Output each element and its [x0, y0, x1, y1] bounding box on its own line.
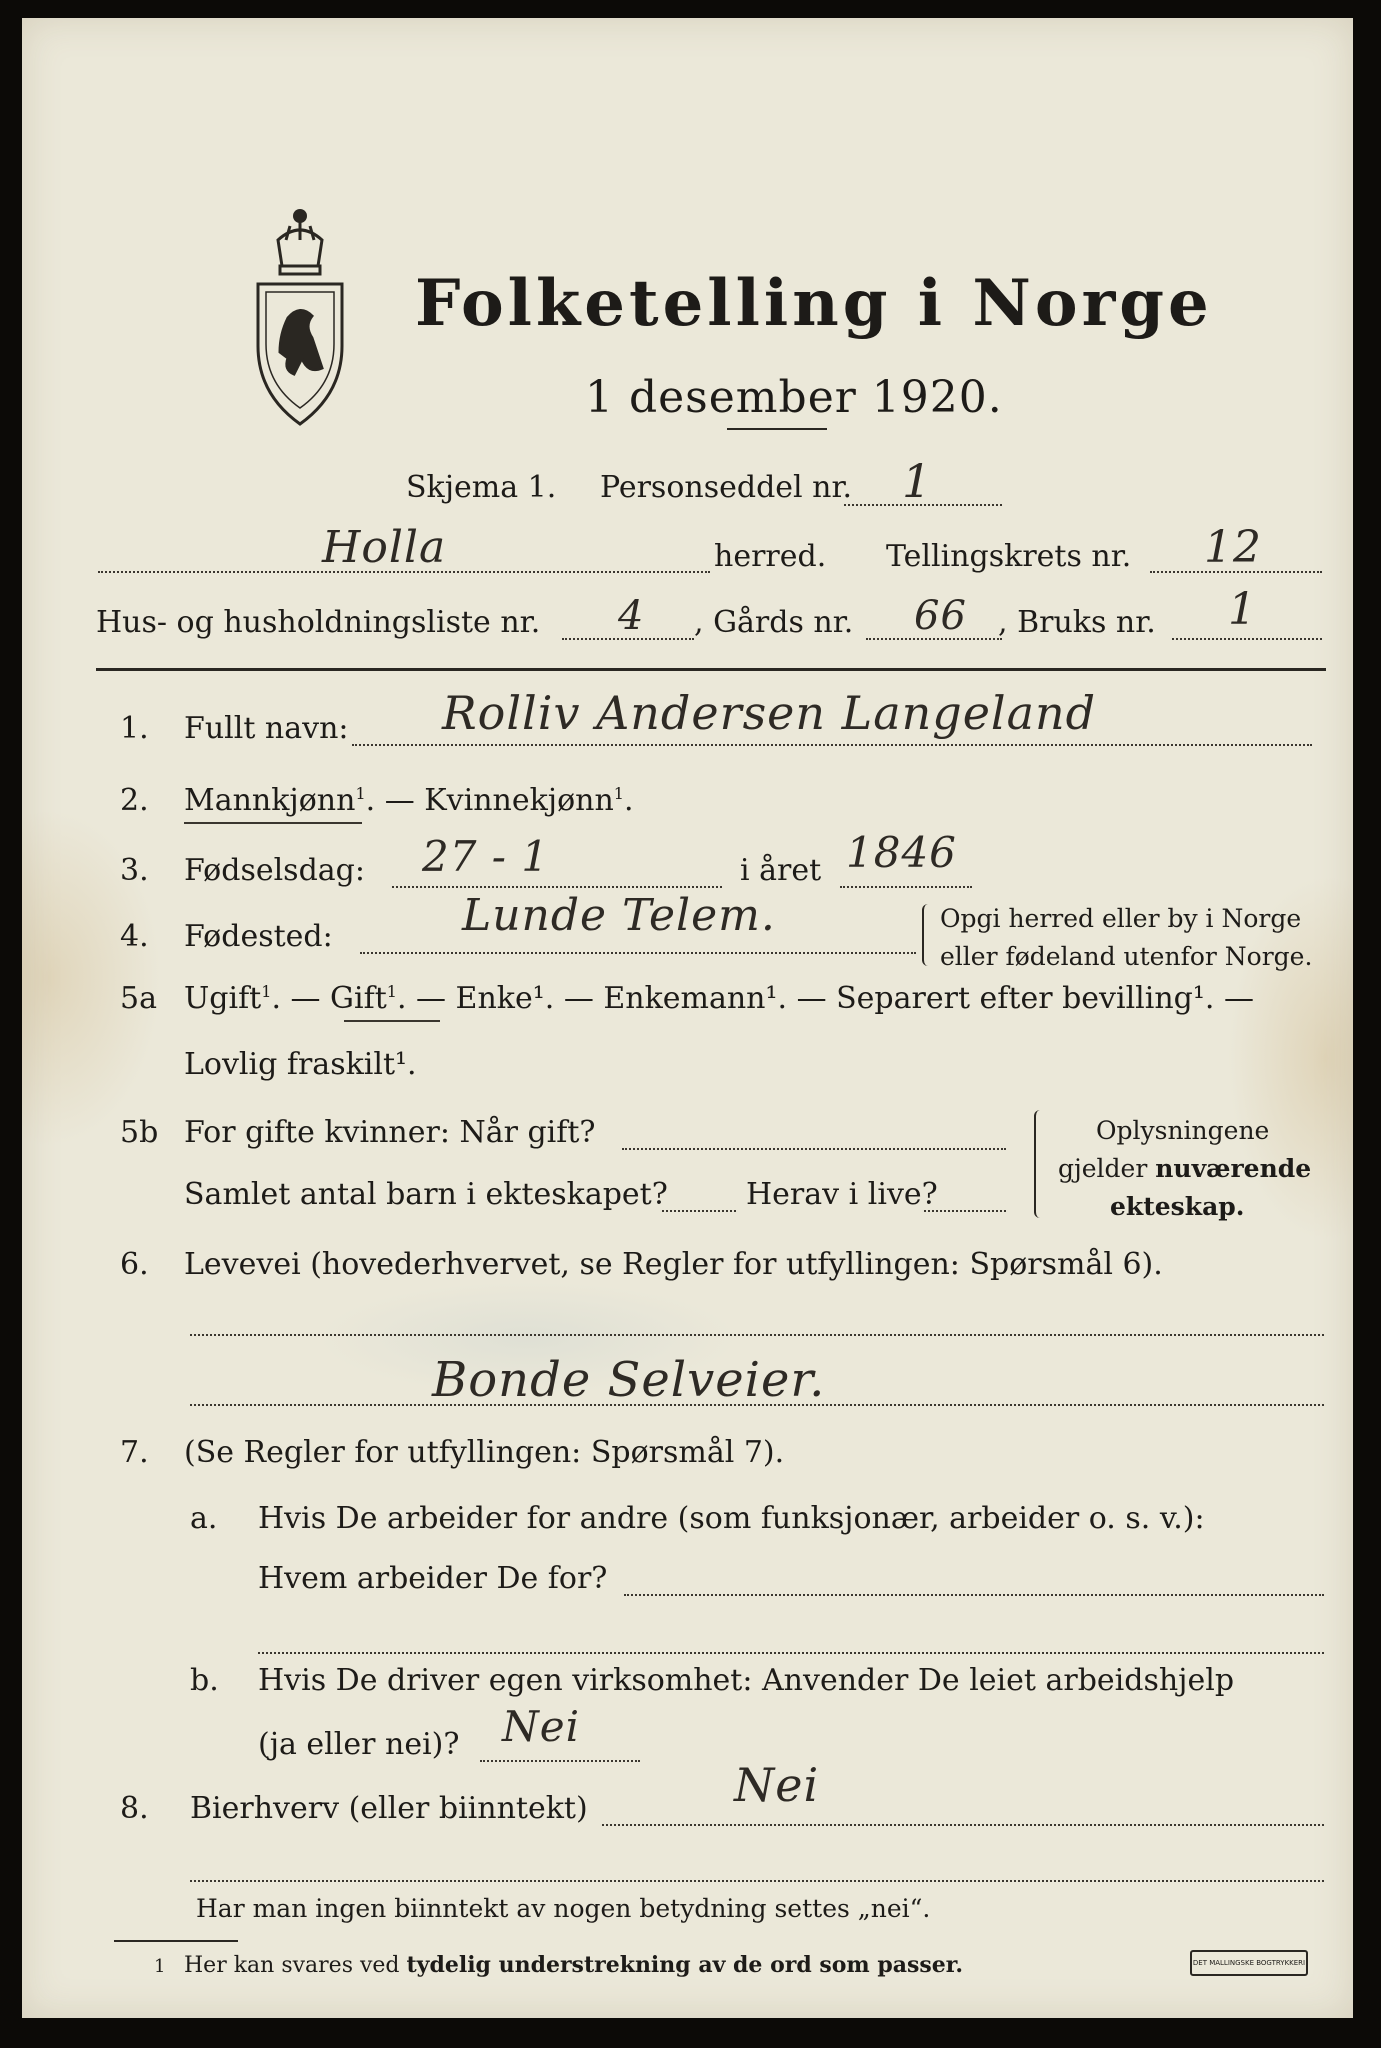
- herred-value: Holla: [322, 522, 447, 573]
- q8-line: [602, 1824, 1324, 1826]
- gards-label: , Gårds nr.: [694, 605, 854, 640]
- personseddel-label: Personseddel nr.: [600, 470, 853, 505]
- printer-stamp: [1190, 1950, 1308, 1976]
- title-divider: [727, 428, 827, 430]
- q4-note-brace: [922, 904, 934, 966]
- q5a-rest: . — Enke¹. — Enkemann¹. — Separert efter bevilling¹. —: [396, 981, 1254, 1016]
- husliste-label: Hus- og husholdningsliste nr.: [96, 605, 541, 640]
- q6-label: Levevei (hovederhvervet, se Regler for utfyllingen: Spørsmål 6).: [184, 1247, 1163, 1282]
- q7b-line: [480, 1760, 640, 1762]
- q8-value: Nei: [734, 1758, 820, 1812]
- q1-number: 1.: [120, 711, 149, 746]
- q2-number: 2.: [120, 783, 149, 818]
- q4-label: Fødested:: [184, 919, 333, 954]
- q2-sex-options: Mannkjønn$^1$. — Kvinnekjønn$^1$.: [184, 783, 634, 818]
- q5b-line1: For gifte kvinner: Når gift?: [184, 1115, 596, 1150]
- q7a-letter: a.: [190, 1501, 218, 1536]
- tellingskrets-label: Tellingskrets nr.: [886, 539, 1132, 574]
- gift-underline: [344, 1020, 440, 1022]
- q1-label: Fullt navn:: [184, 711, 349, 746]
- q7-label: (Se Regler for utfyllingen: Spørsmål 7).: [184, 1435, 785, 1470]
- form-title: Folketelling i Norge: [415, 266, 1213, 341]
- q5b-married-line: [622, 1148, 1006, 1150]
- census-form: [22, 18, 1353, 2018]
- bruks-line: [1172, 638, 1322, 640]
- q6-line1: [190, 1334, 1324, 1336]
- skjema-label: Skjema 1.: [406, 470, 557, 505]
- q7a-line: [624, 1594, 1324, 1596]
- husliste-value: 4: [618, 593, 645, 639]
- personseddel-value: 1: [902, 454, 933, 508]
- bruks-value: 1: [1228, 584, 1257, 635]
- q3-label: Fødselsdag:: [184, 853, 365, 888]
- q1-line: [352, 744, 1312, 746]
- q8-number: 8.: [120, 1791, 149, 1826]
- form-date: 1 desember 1920.: [585, 372, 1003, 423]
- q4-value: Lunde Telem.: [462, 890, 776, 941]
- q5b-number: 5b: [120, 1115, 159, 1150]
- q7a-line2: Hvem arbeider De for?: [258, 1561, 608, 1596]
- q5a-line2: Lovlig fraskilt¹.: [184, 1047, 417, 1082]
- q7a-line1: Hvis De arbeider for andre (som funksjonær, arbeider o. s. v.):: [258, 1501, 1205, 1536]
- q5b-note-brace: [1034, 1110, 1046, 1218]
- q5b-alive-line: [924, 1210, 1006, 1212]
- q7b-letter: b.: [190, 1663, 219, 1698]
- q5b-note-line2: gjelder nuværende: [1058, 1154, 1312, 1183]
- q3-year-value: 1846: [846, 828, 957, 877]
- q5b-note-line1: Oplysningene: [1096, 1116, 1270, 1145]
- q3-number: 3.: [120, 853, 149, 888]
- footnote-mark: 1: [154, 1956, 166, 1977]
- footnote-text: Her kan svares ved tydelig understrekning av de ord som passer.: [184, 1952, 964, 1978]
- option-gift: Gift: [330, 981, 387, 1016]
- q7b-value: Nei: [502, 1702, 581, 1751]
- q5b-children-label: Samlet antal barn i ekteskapet?: [184, 1177, 668, 1212]
- q6-value: Bonde Selveier.: [432, 1352, 826, 1408]
- bruks-label: , Bruks nr.: [998, 605, 1156, 640]
- option-ugift: Ugift: [184, 981, 262, 1016]
- herred-label: herred.: [714, 539, 827, 574]
- footnote-divider: [114, 1940, 238, 1942]
- q7b-line2: (ja eller nei)?: [258, 1727, 460, 1762]
- q4-note-line2: eller fødeland utenfor Norge.: [940, 942, 1313, 971]
- printer-stamp-text: DET MALLINGSKE BOGTRYKKERI: [1192, 1959, 1306, 1967]
- q5a-number: 5a: [120, 981, 157, 1016]
- tellingskrets-value: 12: [1204, 522, 1262, 573]
- q3-value: 27 - 1: [422, 832, 550, 881]
- q8-label: Bierhverv (eller biinntekt): [190, 1791, 588, 1826]
- q7b-line1: Hvis De driver egen virksomhet: Anvender De leiet arbeidshjelp: [258, 1663, 1235, 1698]
- q4-line: [360, 952, 916, 954]
- q4-number: 4.: [120, 919, 149, 954]
- option-mannkjonn: Mannkjønn: [184, 783, 356, 818]
- gards-value: 66: [914, 593, 967, 639]
- q8-line-extra: [190, 1880, 1324, 1882]
- q3-year-line: [840, 886, 972, 888]
- mannkjonn-underline: [184, 822, 362, 824]
- header-divider: [96, 668, 1326, 671]
- q3-line: [392, 886, 722, 888]
- option-kvinnekjonn: Kvinnekjønn: [424, 783, 614, 818]
- q5b-alive-label: Herav i live?: [746, 1177, 938, 1212]
- q6-number: 6.: [120, 1247, 149, 1282]
- footer-note: Har man ingen biinntekt av nogen betydning settes „nei“.: [196, 1894, 931, 1923]
- q5b-children-line: [662, 1210, 736, 1212]
- q7-number: 7.: [120, 1435, 149, 1470]
- q4-note-line1: Opgi herred eller by i Norge: [940, 904, 1302, 933]
- q3-year-label: i året: [740, 853, 822, 888]
- q5b-note-line3: ekteskap.: [1110, 1192, 1245, 1221]
- q5a-options: Ugift$^1$. — Gift$^1$. — Enke¹. — Enkemann¹. — Separert efter bevilling¹. —: [184, 981, 1254, 1016]
- norway-coat-of-arms-icon: [250, 200, 350, 430]
- q7a-line-extra: [258, 1652, 1324, 1654]
- q1-value: Rolliv Andersen Langeland: [442, 686, 1097, 740]
